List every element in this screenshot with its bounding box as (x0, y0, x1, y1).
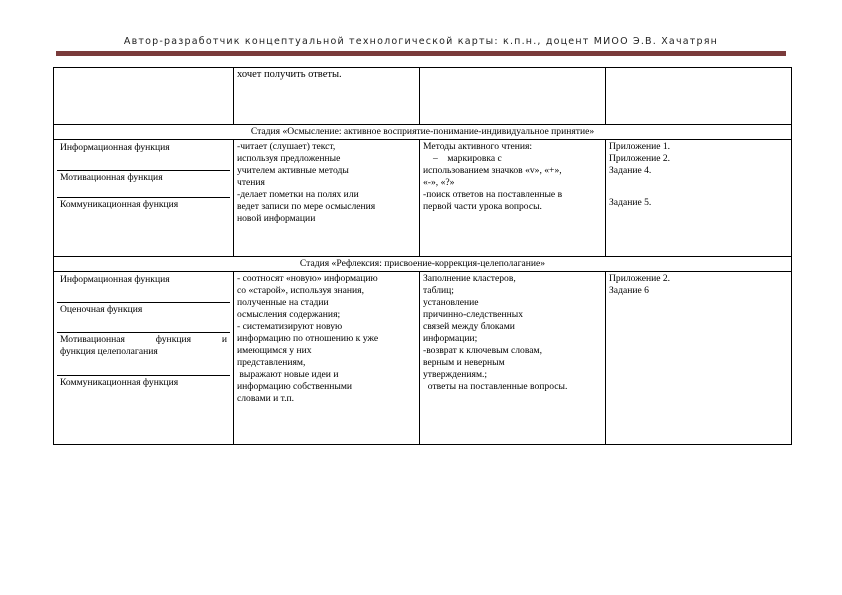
word: Мотивационная (60, 334, 125, 345)
text-line: - систематизируют новую (237, 321, 343, 332)
text-line (60, 334, 227, 346)
student-activity-cell (234, 140, 420, 257)
text-line: со «старой», используя знания, (237, 285, 364, 296)
stage-comprehension-title: Стадия «Осмысление: активное восприятие-понимание-индивидуальное принятие» (54, 125, 792, 140)
text-line: -возврат к ключевым словам, (423, 345, 542, 356)
text-line: Задание 5. (609, 197, 652, 208)
functions-cell (54, 140, 234, 257)
student-activity-cell (234, 272, 420, 445)
text-line: -поиск ответов на поставленные в (423, 189, 563, 200)
text-line: Приложение 1. (609, 141, 671, 152)
header-divider (56, 51, 786, 56)
cell-empty (606, 68, 792, 125)
function-item: Мотивационная функция (57, 170, 230, 197)
resources-cell (606, 272, 792, 445)
text-line: информацию собственными (237, 381, 353, 392)
text-line: новой информации (237, 213, 316, 224)
table-row-continuation (54, 68, 792, 125)
text-line: Приложение 2. (609, 153, 671, 164)
text-line: представлениям, (237, 357, 306, 368)
methods-cell (420, 140, 606, 257)
page-header-author: Автор-разработчик концептуальной технологической карты: к.п.н., доцент МИОО Э.В. Хачатрян (123, 36, 719, 47)
text-line: учителем активные методы (237, 165, 349, 176)
text-line: ведет записи по мере осмысления (237, 201, 376, 212)
text-line: установление (423, 297, 479, 308)
text-line: полученные на стадии (237, 297, 329, 308)
text-line: использованием значков «v», «+», (423, 165, 562, 176)
text-line: выражают новые идеи и (237, 369, 339, 380)
text-line: имеющимся у них (237, 345, 312, 356)
methods-cell (420, 272, 606, 445)
text-line: Заполнение кластеров, (423, 273, 516, 284)
cell-continuation-text: хочет получить ответы. (234, 68, 420, 125)
text-line: информации; (423, 333, 478, 344)
text-line: -делает пометки на полях или (237, 189, 359, 200)
text-line: словами и т.п. (237, 393, 295, 404)
function-item: Коммуникационная функция (57, 197, 230, 212)
text-line: функция целеполагания (60, 346, 158, 357)
text-line: – маркировка с (433, 153, 502, 164)
functions-cell (54, 272, 234, 445)
text-line: первой части урока вопросы. (423, 201, 542, 212)
text-line: утверждениям.; (423, 369, 488, 380)
table-row-stage-heading (54, 125, 792, 140)
technology-map-table (53, 67, 792, 445)
word: и (221, 334, 227, 345)
text-line: верным и неверным (423, 357, 505, 368)
text-line: используя предложенные (237, 153, 341, 164)
table-row-stage-content (54, 272, 792, 445)
text-line (609, 177, 788, 197)
text-line: причинно-следственных (423, 309, 524, 320)
text-line: осмысления содержания; (237, 309, 341, 320)
function-item: Оценочная функция (57, 302, 230, 332)
cell-empty (54, 68, 234, 125)
text-line: - соотносят «новую» информацию (237, 273, 378, 284)
text-line: ответы на поставленные вопросы. (423, 381, 568, 392)
word: функция (155, 334, 192, 345)
function-item-motivation (57, 332, 230, 375)
table-row-stage-content (54, 140, 792, 257)
table-row-stage-heading (54, 257, 792, 272)
function-item: Коммуникационная функция (57, 375, 230, 390)
text-line: Задание 4. (609, 165, 652, 176)
function-item: Информационная функция (60, 142, 170, 153)
function-item: Информационная функция (60, 274, 170, 285)
stage-reflection-title: Стадия «Рефлексия: присвоение-коррекция-целеполагание» (54, 257, 792, 272)
text-line: информацию по отношению к уже (237, 333, 379, 344)
cell-empty (420, 68, 606, 125)
text-line: «-», «?» (423, 177, 455, 188)
text-line: Приложение 2. (609, 273, 671, 284)
text-line: чтения (237, 177, 265, 188)
resources-cell (606, 140, 792, 257)
text-line: связей между блоками (423, 321, 515, 332)
text-line: Задание 6 (609, 285, 649, 296)
text-line: -читает (слушает) текст, (237, 141, 336, 152)
text-line: таблиц; (423, 285, 454, 296)
text-line: Методы активного чтения: (423, 141, 533, 152)
